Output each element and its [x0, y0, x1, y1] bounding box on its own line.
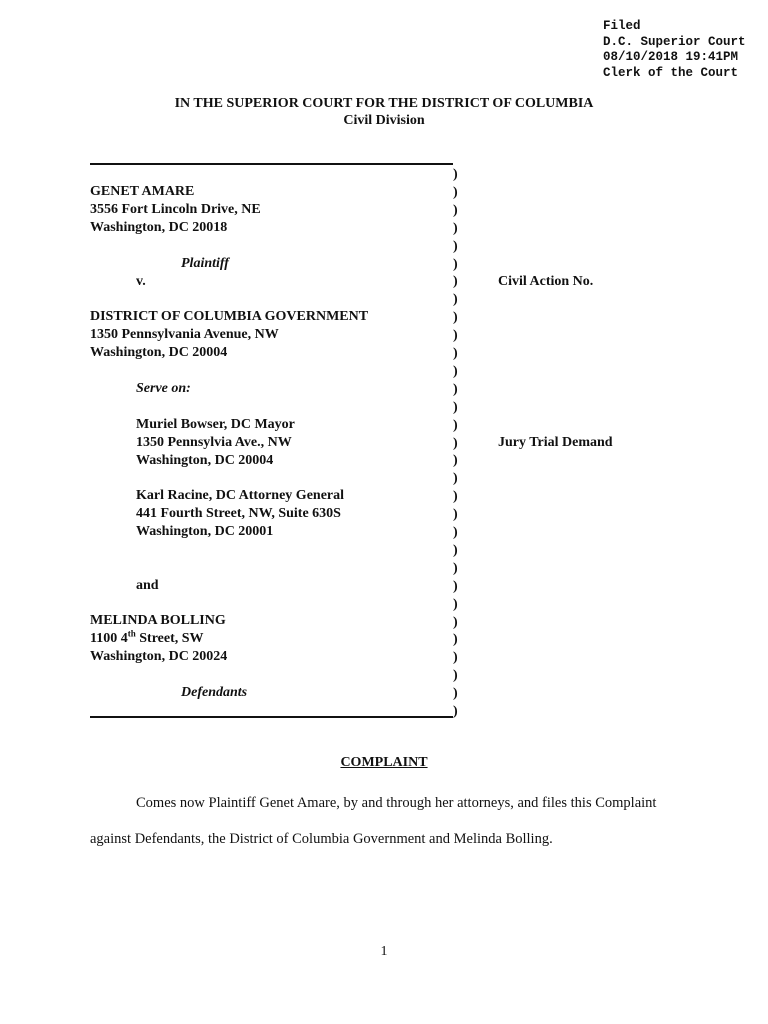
serve-on-label: Serve on:: [136, 381, 191, 396]
plaintiff-address-line: 3556 Fort Lincoln Drive, NE: [90, 202, 261, 217]
defendant-address-line: 1350 Pennsylvania Avenue, NW: [90, 327, 279, 342]
defendant-name: MELINDA BOLLING: [90, 613, 226, 628]
caption-bottom-rule: [90, 716, 453, 718]
caption-paren: ): [453, 489, 458, 505]
stamp-line: Clerk of the Court: [603, 65, 739, 80]
agent-address-line: Washington, DC 20001: [136, 524, 274, 539]
body-paragraph-line: Comes now Plaintiff Genet Amare, by and through her attorneys, and files this Complaint: [136, 795, 657, 811]
body-paragraph-line: against Defendants, the District of Columbia Government and Melinda Bolling.: [90, 831, 553, 847]
defendant-address-line: Washington, DC 20024: [90, 649, 228, 664]
caption-paren: ): [453, 274, 458, 290]
caption-paren: ): [453, 614, 458, 630]
caption-paren: ): [453, 435, 458, 451]
caption-paren: ): [453, 381, 458, 397]
caption-paren: ): [453, 220, 458, 236]
caption-paren: ): [453, 417, 458, 433]
street-number: 1100 4: [90, 631, 128, 646]
caption-paren: ): [453, 184, 458, 200]
agent-address-line: Washington, DC 20004: [136, 453, 274, 468]
conjunction-label: and: [136, 578, 159, 593]
caption-paren: ): [453, 650, 458, 666]
agent-name: Muriel Bowser, DC Mayor: [136, 417, 295, 432]
caption-paren: ): [453, 399, 458, 415]
defendant-address-line: Washington, DC 20004: [90, 345, 228, 360]
agent-address-line: 441 Fourth Street, NW, Suite 630S: [136, 506, 341, 521]
caption-paren: ): [453, 560, 458, 576]
caption-paren: ): [453, 453, 458, 469]
jury-trial-label: Jury Trial Demand: [498, 435, 613, 450]
agent-address-line: 1350 Pennsylvia Ave., NW: [136, 435, 292, 450]
court-header: [0, 95, 768, 129]
caption-paren: ): [453, 632, 458, 648]
caption-paren: ): [453, 292, 458, 308]
defendants-label: Defendants: [181, 685, 248, 700]
caption-paren: ): [453, 542, 458, 558]
filing-stamp: [603, 19, 746, 81]
defendant-name: DISTRICT OF COLUMBIA GOVERNMENT: [90, 309, 369, 324]
caption-paren: ): [453, 167, 458, 182]
page-number: 1: [380, 944, 388, 959]
caption-paren: ): [453, 525, 458, 540]
civil-action-label: Civil Action No.: [498, 274, 594, 289]
caption-paren: ): [453, 668, 458, 684]
caption-paren: ): [453, 202, 458, 218]
division-name: Civil Division: [343, 113, 425, 128]
caption-top-rule: [90, 163, 453, 165]
caption-paren: ): [453, 346, 458, 361]
defendant-address-line: [90, 630, 204, 648]
caption-paren: ): [453, 686, 458, 702]
plaintiff-address-line: Washington, DC 20018: [90, 220, 228, 235]
stamp-line: D.C. Superior Court: [603, 34, 746, 49]
caption-paren: ): [453, 256, 458, 272]
caption-paren: ): [453, 363, 458, 379]
caption-paren: ): [453, 507, 458, 523]
versus-label: v.: [136, 274, 146, 289]
caption-paren: ): [453, 471, 458, 487]
ordinal-suffix: th: [127, 628, 136, 639]
document-title: COMPLAINT: [340, 755, 428, 770]
caption-paren: ): [453, 238, 458, 254]
plaintiff-label: Plaintiff: [181, 256, 229, 271]
caption-paren: ): [453, 596, 458, 612]
plaintiff-name: GENET AMARE: [90, 184, 195, 199]
stamp-line: 08/10/2018 19:41PM: [603, 50, 739, 64]
stamp-line: Filed: [603, 19, 641, 33]
caption-paren: ): [453, 310, 458, 326]
caption-paren: ): [453, 328, 458, 344]
agent-name: Karl Racine, DC Attorney General: [136, 488, 345, 503]
caption-paren: ): [453, 704, 458, 719]
court-name: IN THE SUPERIOR COURT FOR THE DISTRICT OF COLUMBIA: [174, 96, 594, 111]
caption-paren: ): [453, 578, 458, 594]
street-name: Street, SW: [135, 631, 204, 646]
